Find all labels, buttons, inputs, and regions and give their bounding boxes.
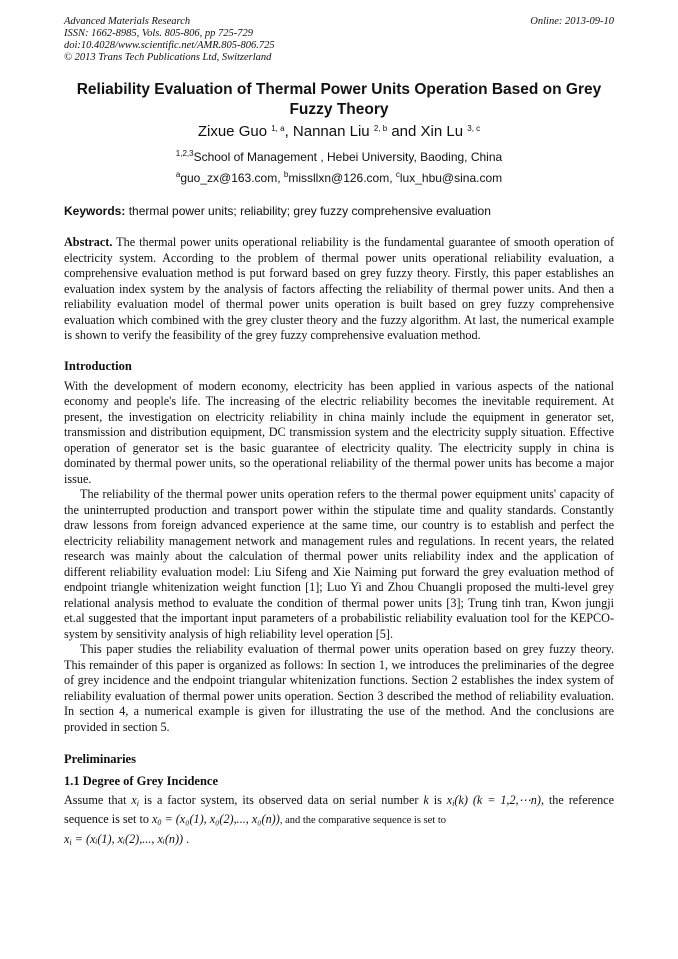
- math-x: x: [152, 812, 158, 826]
- text-run: Assume that: [64, 793, 132, 807]
- author-list: [64, 122, 614, 142]
- author-separator: ,: [284, 123, 293, 140]
- math-sub: 0: [157, 818, 162, 827]
- math-sub: i: [452, 799, 455, 808]
- abstract-label: Abstract.: [64, 235, 113, 249]
- keywords-label: Keywords:: [64, 204, 126, 218]
- author-separator: and: [387, 123, 421, 140]
- affiliation-sup: 1,2,3: [175, 149, 194, 158]
- journal-meta: [64, 16, 614, 64]
- email-sup: c: [395, 170, 400, 179]
- doi-line: doi:10.4028/www.scientific.net/AMR.805-806.725: [64, 40, 275, 51]
- keywords-text: thermal power units; reliability; grey fuzzy comprehensive evaluation: [125, 204, 491, 218]
- author-3-sup: 3, c: [467, 124, 481, 133]
- email-a: guo_zx@163.com,: [180, 171, 284, 185]
- author-1-sup: 1, a: [271, 124, 285, 133]
- math-expression: (k) (k = 1,2,⋯n): [454, 793, 541, 807]
- issn-line: ISSN: 1662-8985, Vols. 805-806, pp 725-729: [64, 28, 253, 39]
- abstract-text: The thermal power units operational reliability is the fundamental guarantee of smooth operation of electricity system. According to the problem of thermal power units operational reliability evaluation, a comprehensive evaluation method is put forward based on grey fuzzy theory. Firstly, this paper establishes an evaluation index system by the analysis of factors affecting the reliability of thermal power units. And then a reliability evaluation model of thermal power units operation is built based on grey fuzzy comprehensive evaluation which combined with the grey cluster theory and the fuzzy algorithm. At last, the numerical example is shown to verify the feasibility of the grey fuzzy comprehensive evaluation method.: [64, 235, 614, 342]
- email-sup: a: [175, 170, 181, 179]
- author-1: Zixue Guo: [197, 123, 268, 140]
- email-c: lux_hbu@sina.com: [399, 171, 503, 185]
- math-k: k: [423, 793, 429, 807]
- text-run: is: [428, 793, 447, 807]
- intro-paragraph-3: This paper studies the reliability evaluation of thermal power units operation based on grey fuzzy theory. This remainder of this paper is organized as follows: In section 1, we introduces the preliminaries of the degree of grey incidence and the endpoint triangular whitenization functions. Section 2 establishes the index system of reliability evaluation of thermal power units operation. Section 3 described the method of reliability evaluation. In section 4, a numerical example is given for illustrating the use of the method. And the conclusions are provided in section 5.: [64, 642, 614, 734]
- author-2: Nannan Liu: [292, 123, 370, 140]
- author-3: Xin Lu: [420, 123, 464, 140]
- paper-title: Reliability Evaluation of Thermal Power Units Operation Based on Grey Fuzzy Theory: [76, 81, 602, 118]
- intro-paragraph-2: The reliability of the thermal power units operation refers to the thermal power equipment units' capacity of the uninterrupted production and transport power within the stipulate time and quality standards. Constantly draw lessons from foreign advanced experience at the same time, our country is to establish and perfect the electricity reliability management network and management rules and regulations. In recent years, the related research was mainly about the calculation of thermal power units reliability index and the application of different reliability evaluation model: Liu Sifeng and Xie Naiming put forward the grey evaluation method of endpoint triangle whitenization weight function [1]; Luo Yi and Zhou Chuangli proposed the multi-level grey relational analysis method to evaluate the condition of thermal power units [3]; Trung tinh tran, Kwon jungji et.al suggested that the important input parameters of a probabilistic reliability evaluation tool for the KEPCO-system by sensitivity analysis of high reliability level operation [5].: [64, 487, 614, 641]
- author-2-sup: 2, b: [373, 124, 388, 133]
- math-x: x: [446, 793, 453, 807]
- email-b: missllxn@126.com,: [288, 171, 396, 185]
- math-x: x: [64, 832, 70, 846]
- text-run: , the reference sequence is set to: [64, 793, 615, 826]
- affiliation-text: School of Management , Hebei University, Baoding, China: [193, 150, 503, 164]
- math-expression: = (x₀(1), x₀(2),..., x₀(n)): [161, 812, 280, 826]
- math-x: x: [131, 793, 137, 807]
- keywords: [64, 204, 614, 219]
- journal-name: Advanced Materials Research: [64, 16, 191, 27]
- section-heading-introduction: Introduction: [64, 358, 132, 373]
- email-sup: b: [283, 170, 289, 179]
- abstract: [64, 235, 614, 344]
- intro-paragraph-1: With the development of modern economy, electricity has been applied in various aspects of the national economy and people's life. The increasing of the electric reliability becomes the inevitable requirement. At present, the investigation on electricity reliability in china mainly include the equipment in generator set, transmission and distribution equipment, DC transmission system and the electricity supply situation. Effective operation of generator set is the basic guarantee of electricity quality. The electricity supply in china is dominated by thermal power units, so the operational reliability of the thermal power units has become a major issue.: [64, 378, 614, 486]
- preliminaries-paragraph: [64, 791, 614, 849]
- affiliation: [64, 150, 614, 165]
- section-heading-preliminaries: Preliminaries: [64, 752, 136, 766]
- copyright-line: © 2013 Trans Tech Publications Ltd, Switzerland: [64, 52, 272, 63]
- subsection-heading-grey-incidence: 1.1 Degree of Grey Incidence: [64, 774, 219, 788]
- math-expression: = (xᵢ(1), xᵢ(2),..., xᵢ(n)): [71, 832, 184, 846]
- text-run: .: [183, 832, 190, 846]
- text-run: , and the comparative sequence is set to: [279, 815, 447, 826]
- author-emails: [64, 171, 614, 186]
- math-sub: i: [136, 799, 140, 808]
- text-run: is a factor system, its observed data on serial number: [139, 793, 424, 807]
- math-sub: i: [69, 838, 72, 847]
- online-date: Online: 2013-09-10: [530, 16, 614, 27]
